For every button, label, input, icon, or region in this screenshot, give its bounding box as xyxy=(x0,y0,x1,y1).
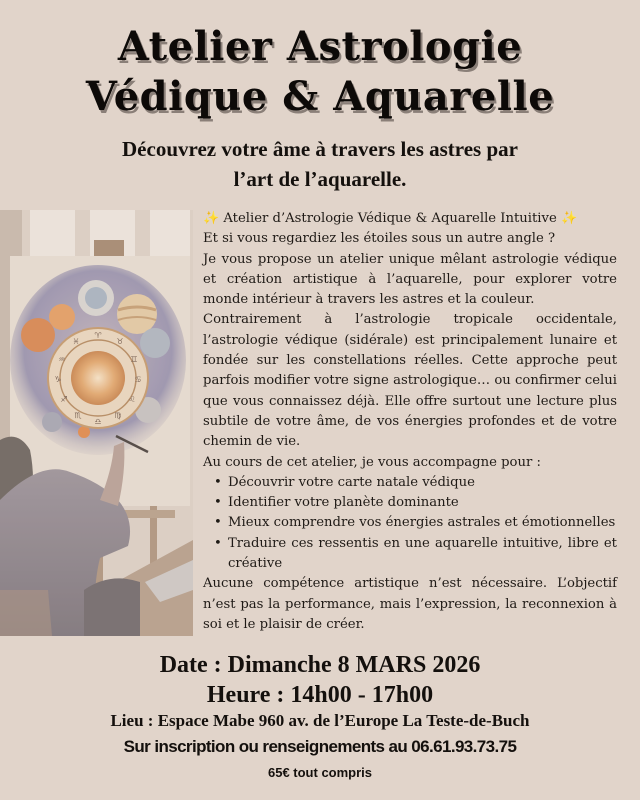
subtitle-line-1: Découvrez votre âme à travers les astres par xyxy=(122,137,518,161)
closing-paragraph: Aucune compétence artistique n’est nécessaire. L’objectif n’est pas la performance, mais l’expression, la reconnexion à soi et le plaisir de créer. xyxy=(203,576,617,632)
svg-text:♎: ♎ xyxy=(94,417,102,426)
svg-text:♍: ♍ xyxy=(114,411,122,420)
intro-question: Et si vous regardiez les étoiles sous un autre angle ? xyxy=(203,231,556,247)
description xyxy=(203,209,617,635)
event-location: Lieu : Espace Mabe 960 av. de l’Europe La Teste-de-Buch xyxy=(110,711,530,730)
list-item: • Identifier votre planète dominante xyxy=(228,493,617,513)
intro-heading xyxy=(203,209,617,229)
svg-text:♈: ♈ xyxy=(94,331,102,340)
benefits-list xyxy=(203,473,617,574)
svg-text:♐: ♐ xyxy=(60,395,68,404)
bullet-icon: • xyxy=(214,535,222,551)
bullet-icon: • xyxy=(214,495,222,511)
price: 65€ tout compris xyxy=(267,765,373,780)
list-item: • Traduire ces ressentis en une aquarelle intuitive, libre et créative xyxy=(214,535,617,572)
sparkle-icon: ✨ xyxy=(560,211,578,226)
svg-text:♉: ♉ xyxy=(116,337,124,346)
svg-text:♑: ♑ xyxy=(54,375,62,384)
event-date: Date : Dimanche 8 MARS 2026 xyxy=(159,652,481,678)
svg-text:♒: ♒ xyxy=(58,355,66,364)
svg-text:♏: ♏ xyxy=(74,411,82,420)
paragraph-1: Je vous propose un atelier unique mêlant astrologie védique et création artistique à l’aquarelle, pour explorer votre monde intérieur à travers les astres et la couleur. xyxy=(203,251,617,308)
svg-text:♓: ♓ xyxy=(72,337,80,346)
svg-text:♋: ♋ xyxy=(134,375,142,384)
title-line-2: Védique & Aquarelle xyxy=(85,73,555,120)
svg-text:♌: ♌ xyxy=(128,395,136,404)
list-item: • Mieux comprendre vos énergies astrales et émotionnelles xyxy=(228,513,617,533)
contact-info: Sur inscription ou renseignements au 06.61.93.73.75 xyxy=(123,737,517,756)
list-item: • Découvrir votre carte natale védique xyxy=(228,473,617,493)
paragraph-2: Contrairement à l’astrologie tropicale occidentale, l’astrologie védique (sidérale) est principalement lunaire et fondée sur les constellations réelles. Cette approche peut parfois modifier votre signe astrologique… ou confirmer celui que vous connaissez déjà. Elle offre surtout une lecture plus subtile de votre âme, de vos énergies profondes et de votre chemin de vie. xyxy=(203,312,617,450)
watercolor-painter-illustration xyxy=(0,210,193,636)
bullet-icon: • xyxy=(214,515,222,531)
list-intro: Au cours de cet atelier, je vous accompagne pour : xyxy=(203,454,541,470)
event-time: Heure : 14h00 - 17h00 xyxy=(206,682,434,708)
subtitle-line-2: l’art de l’aquarelle. xyxy=(233,167,407,191)
flyer-title xyxy=(0,22,640,122)
bullet-icon: • xyxy=(214,474,222,490)
intro-heading-text: Atelier d’Astrologie Védique & Aquarelle Intuitive xyxy=(219,211,561,226)
title-line-1: Atelier Astrologie xyxy=(117,23,523,70)
flyer-subtitle xyxy=(0,134,640,194)
painting-photo xyxy=(0,210,193,636)
sparkle-icon: ✨ xyxy=(203,211,220,226)
svg-text:♊: ♊ xyxy=(130,355,138,364)
